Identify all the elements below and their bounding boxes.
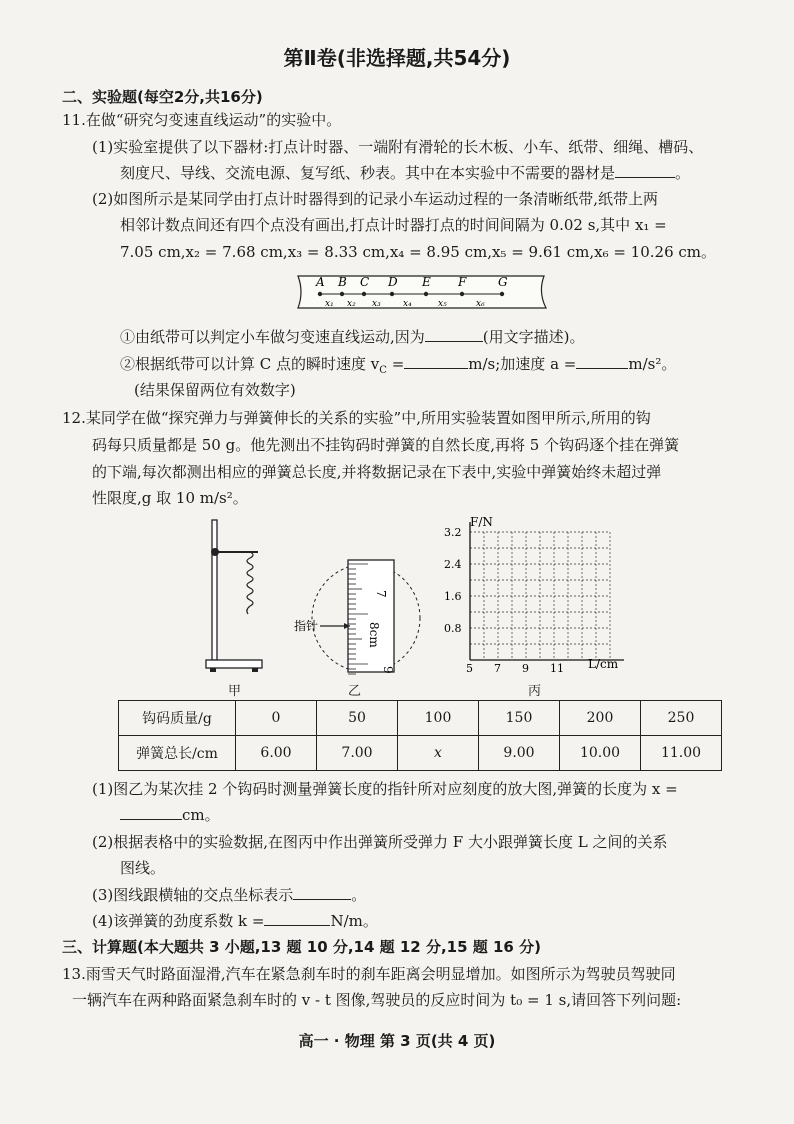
table-cell: 100 (398, 701, 479, 736)
page-title: 第Ⅱ卷(非选择题,共54分) (283, 46, 511, 70)
table-cell: 250 (641, 701, 722, 736)
q11-answer-blank-4[interactable] (576, 368, 628, 369)
figure-jia-caption: 甲 (228, 684, 242, 699)
tape-dot (318, 292, 322, 296)
table-cell: x (398, 736, 479, 771)
q12-ans3-text: (3)图线跟横轴的交点坐标表示 (92, 886, 294, 904)
q11-sub1-text: ①由纸带可以判定小车做匀变速直线运动,因为 (120, 328, 425, 346)
q12-answer-blank-2[interactable] (293, 899, 351, 900)
q11-part2-line1: (2)如图所示是某同学由打点计时器得到的记录小车运动过程的一条清晰纸带,纸带上两 (92, 190, 659, 208)
q12-ans2-line2: 图线。 (120, 859, 166, 877)
q11-sub2-eq: = (386, 355, 405, 373)
tape-dot (500, 292, 504, 296)
tape-point-label: E (422, 275, 431, 289)
tape-segment-label: x₄ (403, 299, 412, 309)
x-tick-label: 5 (466, 662, 473, 675)
paper-tape-figure (292, 272, 552, 316)
q11-answer-blank-1[interactable] (615, 177, 675, 178)
page-footer: 高一 · 物理 第 3 页(共 4 页) (298, 1032, 496, 1050)
q11-sub1-end: (用文字描述)。 (482, 328, 585, 346)
q12-ans3 (92, 886, 366, 904)
graph-y-label: F/N (470, 515, 493, 529)
q11-part2-line3: 7.05 cm,x₂ = 7.68 cm,x₃ = 8.33 cm,x₄ = 8.95 cm,x₅ = 9.61 cm,x₆ = 10.26 cm。 (120, 243, 717, 261)
tape-dot (340, 292, 344, 296)
tape-dot (362, 292, 366, 296)
ruler-num-7: 7 (374, 590, 388, 598)
tape-point-label: G (498, 275, 508, 289)
q11-sub2-mid: m/s;加速度 a = (468, 355, 577, 373)
x-tick-label: 9 (522, 662, 529, 675)
ruler-closeup-figure (292, 556, 432, 676)
q11-sub2-note: (结果保留两位有效数字) (134, 381, 296, 399)
q11-sub1 (120, 328, 585, 346)
q12-ans1-unit: cm。 (182, 806, 220, 824)
q12-ans1-line2 (120, 806, 220, 824)
q11-sub2 (120, 355, 676, 380)
q11-part1-line2 (120, 164, 690, 182)
q11-answer-blank-2[interactable] (425, 341, 483, 342)
q12-ans4 (92, 912, 378, 930)
tape-segment-label: x₆ (476, 299, 485, 309)
q12-ans4-unit: N/m。 (330, 912, 378, 930)
ruler-label-8cm: 8cm (367, 622, 381, 648)
table-cell: 150 (479, 701, 560, 736)
x-tick-label: 7 (494, 662, 501, 675)
x-tick-label: 11 (550, 662, 564, 675)
y-tick-label: 1.6 (444, 590, 462, 603)
figure-bing-caption: 丙 (528, 684, 542, 699)
tape-dot (460, 292, 464, 296)
q12-ans4-text: (4)该弹簧的劲度系数 k = (92, 912, 265, 930)
q12-answer-blank-1[interactable] (120, 819, 182, 820)
table-cell: 11.00 (641, 736, 722, 771)
q12-ans1-line1: (1)图乙为某次挂 2 个钩码时测量弹簧长度的指针所对应刻度的放大图,弹簧的长度为 x = (92, 780, 678, 798)
tape-point-label: F (458, 275, 467, 289)
q11-part1-line1: (1)实验室提供了以下器材:打点计时器、一端附有滑轮的长木板、小车、纸带、细绳、槽码、 (92, 138, 704, 156)
table-cell: 200 (560, 701, 641, 736)
tape-dot (390, 292, 394, 296)
q12-line1: 12.某同学在做“探究弹力与弹簧伸长的关系的实验”中,所用实验装置如图甲所示,所用的钩 (62, 409, 651, 427)
spring-data-table (118, 700, 722, 771)
q11-part1-end: 。 (675, 164, 691, 182)
pointer-label: 指针 (294, 619, 319, 633)
table-cell: 6.00 (236, 736, 317, 771)
force-length-grid-figure (440, 512, 630, 678)
tape-segment-label: x₃ (372, 299, 381, 309)
tape-point-label: B (338, 275, 347, 289)
y-tick-label: 3.2 (444, 526, 462, 539)
y-tick-label: 2.4 (444, 558, 462, 571)
q12-ans3-end: 。 (351, 886, 367, 904)
q12-line3: 的下端,每次都测出相应的弹簧总长度,并将数据记录在下表中,实验中弹簧始终未超过弹 (92, 463, 662, 481)
tape-point-label: C (360, 275, 370, 289)
spring-apparatus-figure (196, 514, 276, 674)
q12-answer-blank-3[interactable] (264, 925, 330, 926)
q11-answer-blank-3[interactable] (404, 368, 468, 369)
table-cell: 9.00 (479, 736, 560, 771)
section-2-heading: 二、实验题(每空2分,共16分) (62, 88, 263, 106)
table-cell: 7.00 (317, 736, 398, 771)
tape-segment-label: x₁ (325, 299, 334, 309)
q12-ans2-line1: (2)根据表格中的实验数据,在图丙中作出弹簧所受弹力 F 大小跟弹簧长度 L 之间的关系 (92, 833, 668, 851)
q13-line2: 一辆汽车在两种路面紧急刹车时的 v - t 图像,驾驶员的反应时间为 t₀ = 1 s,请回答下列问题: (72, 991, 682, 1009)
table-cell: 0 (236, 701, 317, 736)
ruler-num-9: 9 (381, 666, 395, 674)
y-tick-label: 0.8 (444, 622, 462, 635)
tape-segment-label: x₂ (347, 299, 356, 309)
q11-sub2-text: ②根据纸带可以计算 C 点的瞬时速度 v (120, 355, 380, 373)
table-row (119, 701, 722, 736)
q11-sub2-subscript: C (379, 365, 387, 376)
q12-line4: 性限度,g 取 10 m/s²。 (92, 489, 248, 507)
table-row (119, 736, 722, 771)
tape-point-label: A (316, 275, 325, 289)
table-header-mass: 钩码质量/g (119, 701, 236, 736)
table-cell: 10.00 (560, 736, 641, 771)
figure-yi-caption: 乙 (348, 684, 362, 699)
graph-x-label: L/cm (588, 657, 619, 671)
tape-dot (424, 292, 428, 296)
q13-line1: 13.雨雪天气时路面湿滑,汽车在紧急刹车时的刹车距离会明显增加。如图所示为驾驶员驾驶同 (62, 965, 676, 983)
q11-sub2-end: m/s²。 (628, 355, 677, 373)
table-cell: 50 (317, 701, 398, 736)
table-header-length: 弹簧总长/cm (119, 736, 236, 771)
q11-heading: 11.在做“研究匀变速直线运动”的实验中。 (62, 111, 342, 129)
q12-line2: 码每只质量都是 50 g。他先测出不挂钩码时弹簧的自然长度,再将 5 个钩码逐个挂在弹簧 (92, 436, 680, 454)
q11-part1-text: 刻度尺、导线、交流电源、复写纸、秒表。其中在本实验中不需要的器材是 (120, 164, 616, 182)
q11-part2-line2: 相邻计数点间还有四个点没有画出,打点计时器打点的时间间隔为 0.02 s,其中 x₁ = (120, 216, 667, 234)
tape-segment-label: x₅ (438, 299, 447, 309)
section-3-heading: 三、计算题(本大题共 3 小题,13 题 10 分,14 题 12 分,15 题 16 分) (62, 938, 541, 956)
tape-point-label: D (388, 275, 398, 289)
